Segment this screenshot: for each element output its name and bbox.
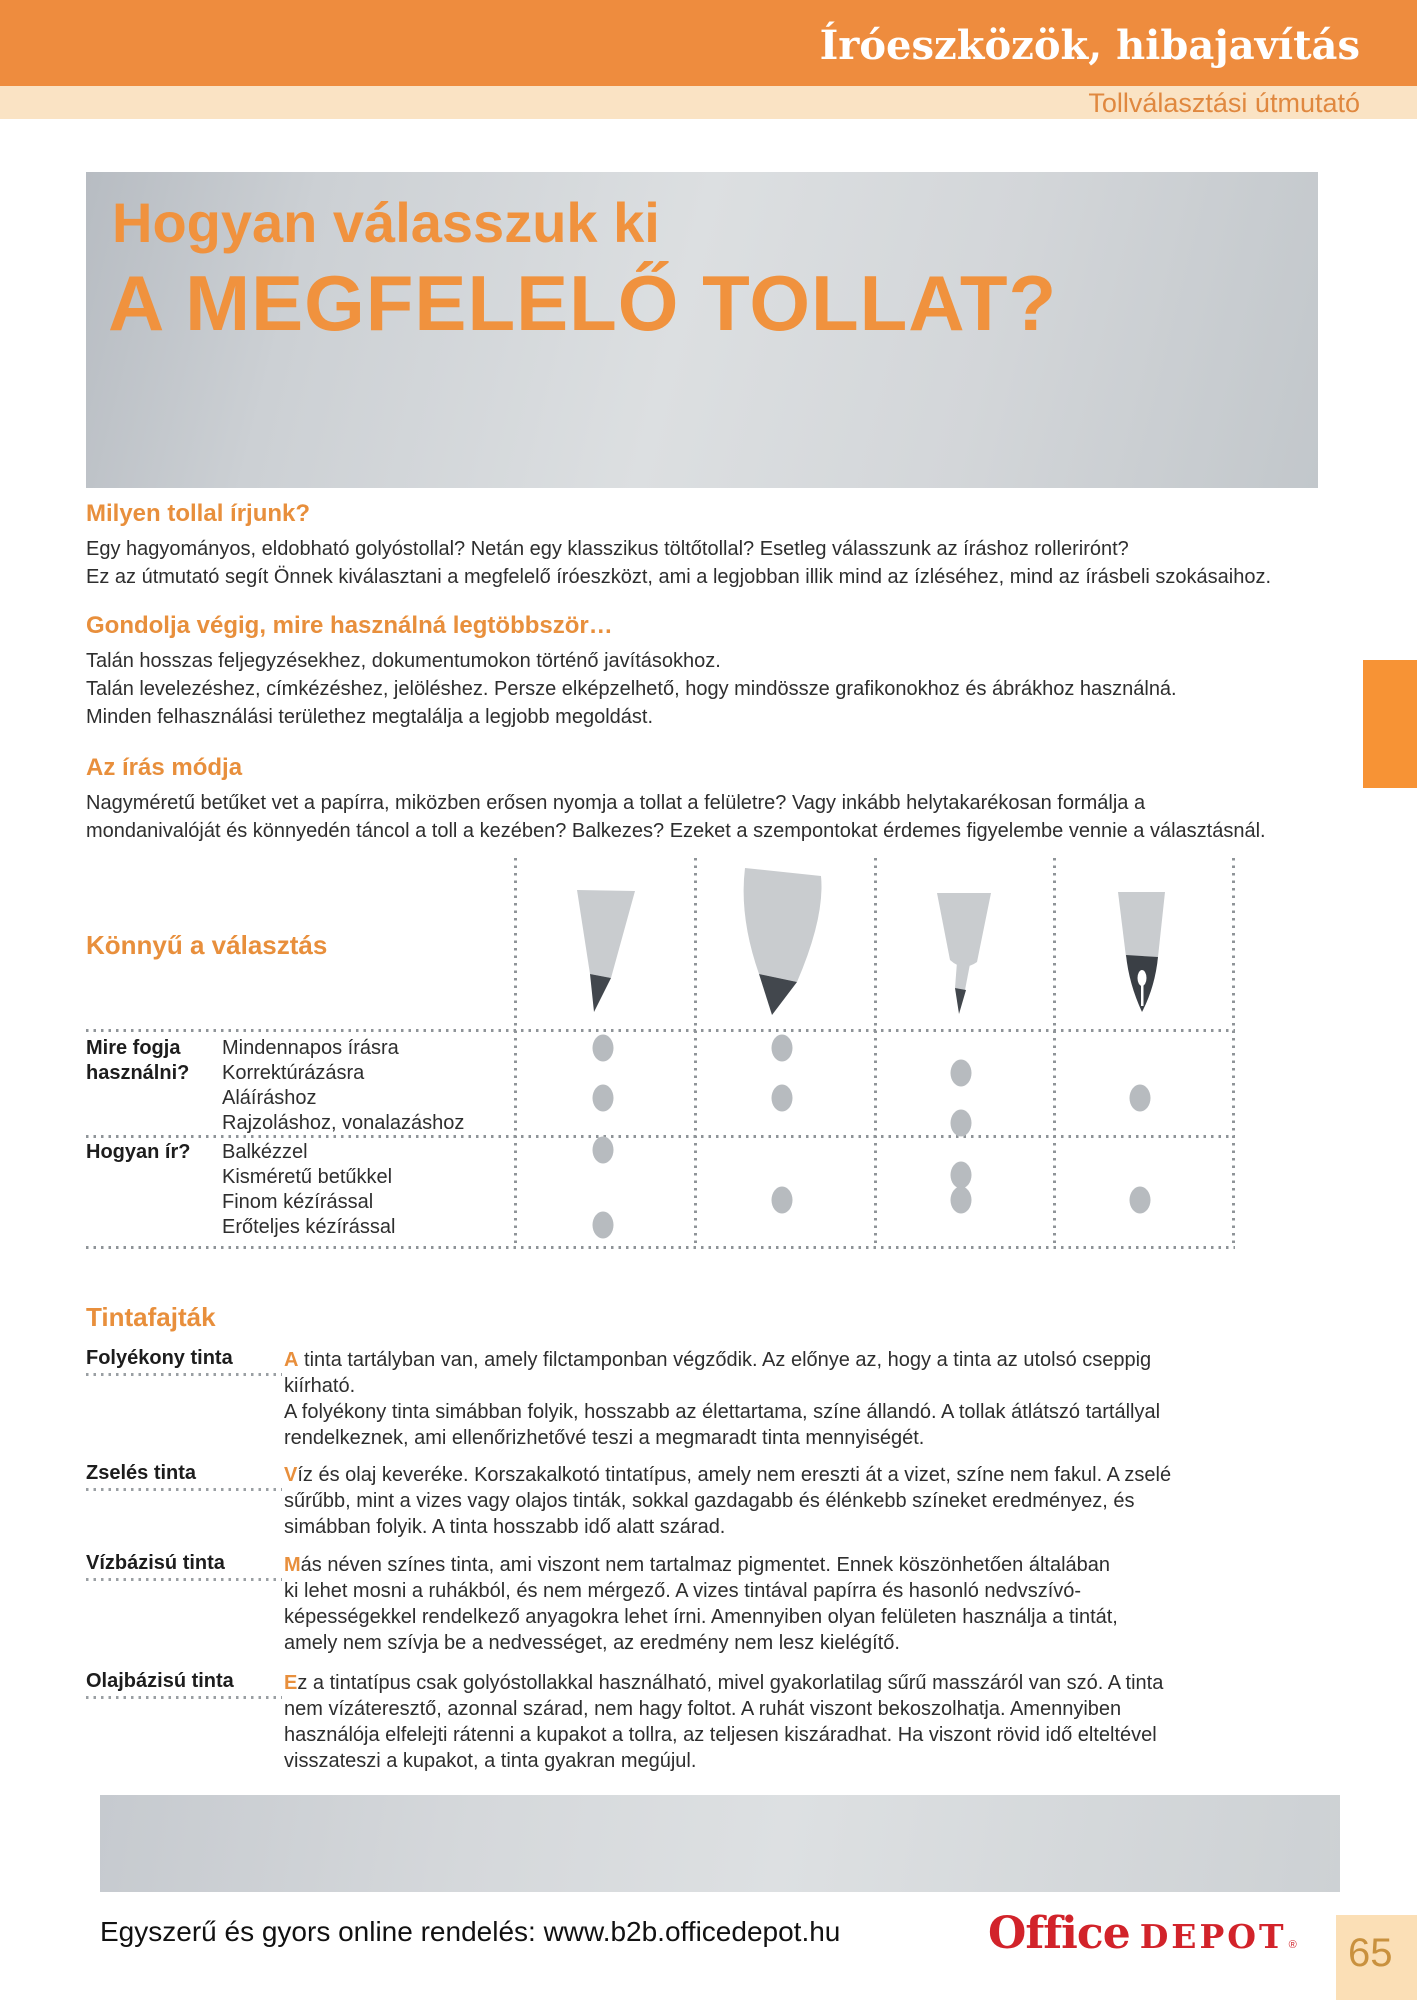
- section-edge-tab: [1363, 660, 1417, 788]
- page-number: 65: [1348, 1931, 1393, 1975]
- page-subtitle: Tollválasztási útmutató: [1088, 88, 1360, 118]
- table-divider: [1053, 858, 1056, 1248]
- ink-type-label: Olajbázisú tinta: [86, 1670, 234, 1692]
- body-line: Egy hagyományos, eldobható golyóstollal? Netán egy klasszikus töltőtollal? Esetleg válasszunk az íráshoz rollerirónt?: [86, 538, 1129, 560]
- suitability-dot: [593, 1212, 614, 1239]
- section-heading: Gondolja végig, mire használná legtöbbször…: [86, 612, 613, 639]
- table-divider: [514, 858, 517, 1248]
- table-row: Balkézzel: [222, 1141, 308, 1163]
- table-divider: [86, 1029, 1235, 1032]
- table-divider: [86, 1246, 1235, 1249]
- ink-type-label: Zselés tinta: [86, 1462, 197, 1484]
- table-row: Aláíráshoz: [222, 1087, 317, 1109]
- dotted-leader: [86, 1373, 282, 1376]
- page-category-title: Íróeszközök, hibajavítás: [819, 22, 1360, 69]
- rollerball-pen-icon: [744, 868, 822, 1015]
- suitability-dot: [593, 1035, 614, 1062]
- table-divider: [694, 858, 697, 1248]
- ink-desc-line: képességekkel rendelkező anyagokra lehet írni. Amennyiben olyan felületen használja a tintát,: [284, 1606, 1118, 1628]
- section-az-iras-modja: [86, 754, 1266, 845]
- banner-title-line2: A MEGFELELŐ TOLLAT?: [108, 259, 1058, 347]
- table-row: Erőteljes kézírással: [222, 1216, 396, 1238]
- subheader-band: [0, 86, 1417, 119]
- ink-desc-line: sűrűbb, mint a vizes vagy olajos tinták, sokkal gazdagabb és élénkebb színeket eredményez, és: [284, 1490, 1135, 1512]
- dotted-leader: [86, 1578, 282, 1581]
- section-gondolja-vegig: [86, 612, 1177, 731]
- suitability-dot: [593, 1085, 614, 1112]
- ink-section-heading: Tintafajták: [86, 1302, 216, 1332]
- table-row: Kisméretű betűkkel: [222, 1166, 393, 1188]
- suitability-dot: [772, 1035, 793, 1062]
- table-rows-style: [222, 1140, 395, 1240]
- dotted-leader: [86, 1488, 282, 1491]
- dotted-leader: [86, 1696, 282, 1699]
- fineliner-pen-icon: [937, 893, 991, 1014]
- ink-desc-line: Ez a tintatípus csak golyóstollakkal használható, mivel gyakorlatilag sűrű masszáról van szó. A tinta: [284, 1672, 1164, 1694]
- body-line: Minden felhasználási területhez megtalálja a legjobb megoldást.: [86, 706, 654, 728]
- suitability-dot: [951, 1060, 972, 1087]
- ink-type-label: Folyékony tinta: [86, 1347, 233, 1369]
- section-heading: Az írás módja: [86, 754, 243, 781]
- ink-desc-line: rendelkeznek, ami ellenőrizhetővé teszi a megmaradt tinta mennyiségét.: [284, 1427, 925, 1449]
- table-divider: [874, 858, 877, 1248]
- ink-desc-line: A tinta tartályban van, amely filctamponban végződik. Az előnye az, hogy a tinta az utolsó cseppig: [284, 1349, 1152, 1371]
- suitability-dot: [593, 1137, 614, 1164]
- suitability-dot: [772, 1187, 793, 1214]
- ink-desc-line: használója elfelejti rátenni a kupakot a tollra, az teljesen kiszáradhat. Ha viszont rövid idő elteltével: [284, 1724, 1157, 1746]
- registered-mark-icon: ®: [1288, 1939, 1297, 1951]
- suitability-dot: [772, 1085, 793, 1112]
- body-line: mondanivalóját és könnyedén táncol a toll a kezében? Balkezes? Ezeket a szempontokat érdemes figyelembe vennie a választásnál.: [86, 820, 1266, 842]
- ink-type-label: Vízbázisú tinta: [86, 1552, 225, 1574]
- suitability-dot: [951, 1187, 972, 1214]
- suitability-dot: [951, 1162, 972, 1189]
- ink-desc-line: ki lehet mosni a ruhákból, és nem mérgező. A vizes tintával papírra és hasonló nedvszívó-: [284, 1580, 1082, 1602]
- ink-desc-line: Víz és olaj keveréke. Korszakalkotó tintatípus, amely nem ereszti át a vizet, színe nem fakul. A zselé: [284, 1464, 1172, 1486]
- body-line: Nagyméretű betűket vet a papírra, miközben erősen nyomja a tollat a felületre? Vagy inkább helytakarékosan formálja a: [86, 792, 1146, 814]
- table-group-usage: [86, 1036, 189, 1086]
- suitability-dot: [1130, 1187, 1151, 1214]
- table-row: Rajzoláshoz, vonalazáshoz: [222, 1112, 465, 1134]
- section-milyen-tollal: [86, 500, 1271, 591]
- footer-order-text: Egyszerű és gyors online rendelés: www.b2b.officedepot.hu: [100, 1916, 841, 1947]
- footer-image-band: [100, 1795, 1340, 1892]
- logo-office-text: Office: [988, 1908, 1130, 1959]
- logo-depot-text: DEPOT: [1139, 1917, 1287, 1956]
- ink-desc-line: nem vízáteresztő, azonnal szárad, nem hagy foltot. A ruhát viszont bekoszolhatja. Amennyiben: [284, 1698, 1122, 1720]
- table-row: Mindennapos írásra: [222, 1037, 399, 1059]
- header-band: [0, 0, 1417, 86]
- suitability-dot: [951, 1110, 972, 1137]
- office-depot-logo: [988, 1908, 1297, 1959]
- table-heading: Könnyű a választás: [86, 930, 328, 960]
- pen-icons: [513, 862, 1233, 1027]
- ink-desc-line: A folyékony tinta simábban folyik, hosszabb az élettartama, színe állandó. A tollak átlátszó tartállyal: [284, 1401, 1161, 1423]
- suitability-dot: [1130, 1085, 1151, 1112]
- hero-banner: [86, 172, 1318, 488]
- body-line: Talán hosszas feljegyzésekhez, dokumentumokon történő javításokhoz.: [86, 650, 721, 672]
- table-row: Korrektúrázásra: [222, 1062, 365, 1084]
- page-number-box: [1336, 1915, 1417, 2000]
- body-line: Ez az útmutató segít Önnek kiválasztani a megfelelő íróeszközt, ami a legjobban illik mind az ízléséhez, mind az írásbeli szokásaihoz.: [86, 566, 1272, 588]
- body-line: Talán levelezéshez, címkézéshez, jelöléshez. Persze elképzelhető, hogy mindössze grafikonokhoz és ábrákhoz használná.: [86, 678, 1177, 700]
- ink-desc-line: visszateszi a kupakot, a tinta gyakran megújul.: [284, 1750, 697, 1772]
- table-rows-usage: [222, 1036, 464, 1136]
- ink-desc-line: simábban folyik. A tinta hosszabb idő alatt szárad.: [284, 1516, 726, 1538]
- table-group-style: [86, 1140, 190, 1165]
- banner-title-line1: Hogyan válasszuk ki: [112, 191, 660, 254]
- ink-desc-line: amely nem szívja be a nedvességet, az eredmény nem lesz kielégítő.: [284, 1632, 900, 1654]
- table-divider: [1232, 858, 1235, 1248]
- group-label: Hogyan ír?: [86, 1141, 191, 1163]
- fountain-pen-icon: [1118, 892, 1165, 1012]
- ink-desc-line: Más néven színes tinta, ami viszont nem tartalmaz pigmentet. Ennek köszönhetően általában: [284, 1554, 1111, 1576]
- ink-desc-line: kiírható.: [284, 1375, 356, 1397]
- group-label: Mire fogja: [86, 1037, 181, 1059]
- section-heading: Milyen tollal írjunk?: [86, 500, 311, 527]
- table-row: Finom kézírással: [222, 1191, 374, 1213]
- ballpoint-pen-icon: [577, 890, 635, 1012]
- group-label: használni?: [86, 1062, 190, 1084]
